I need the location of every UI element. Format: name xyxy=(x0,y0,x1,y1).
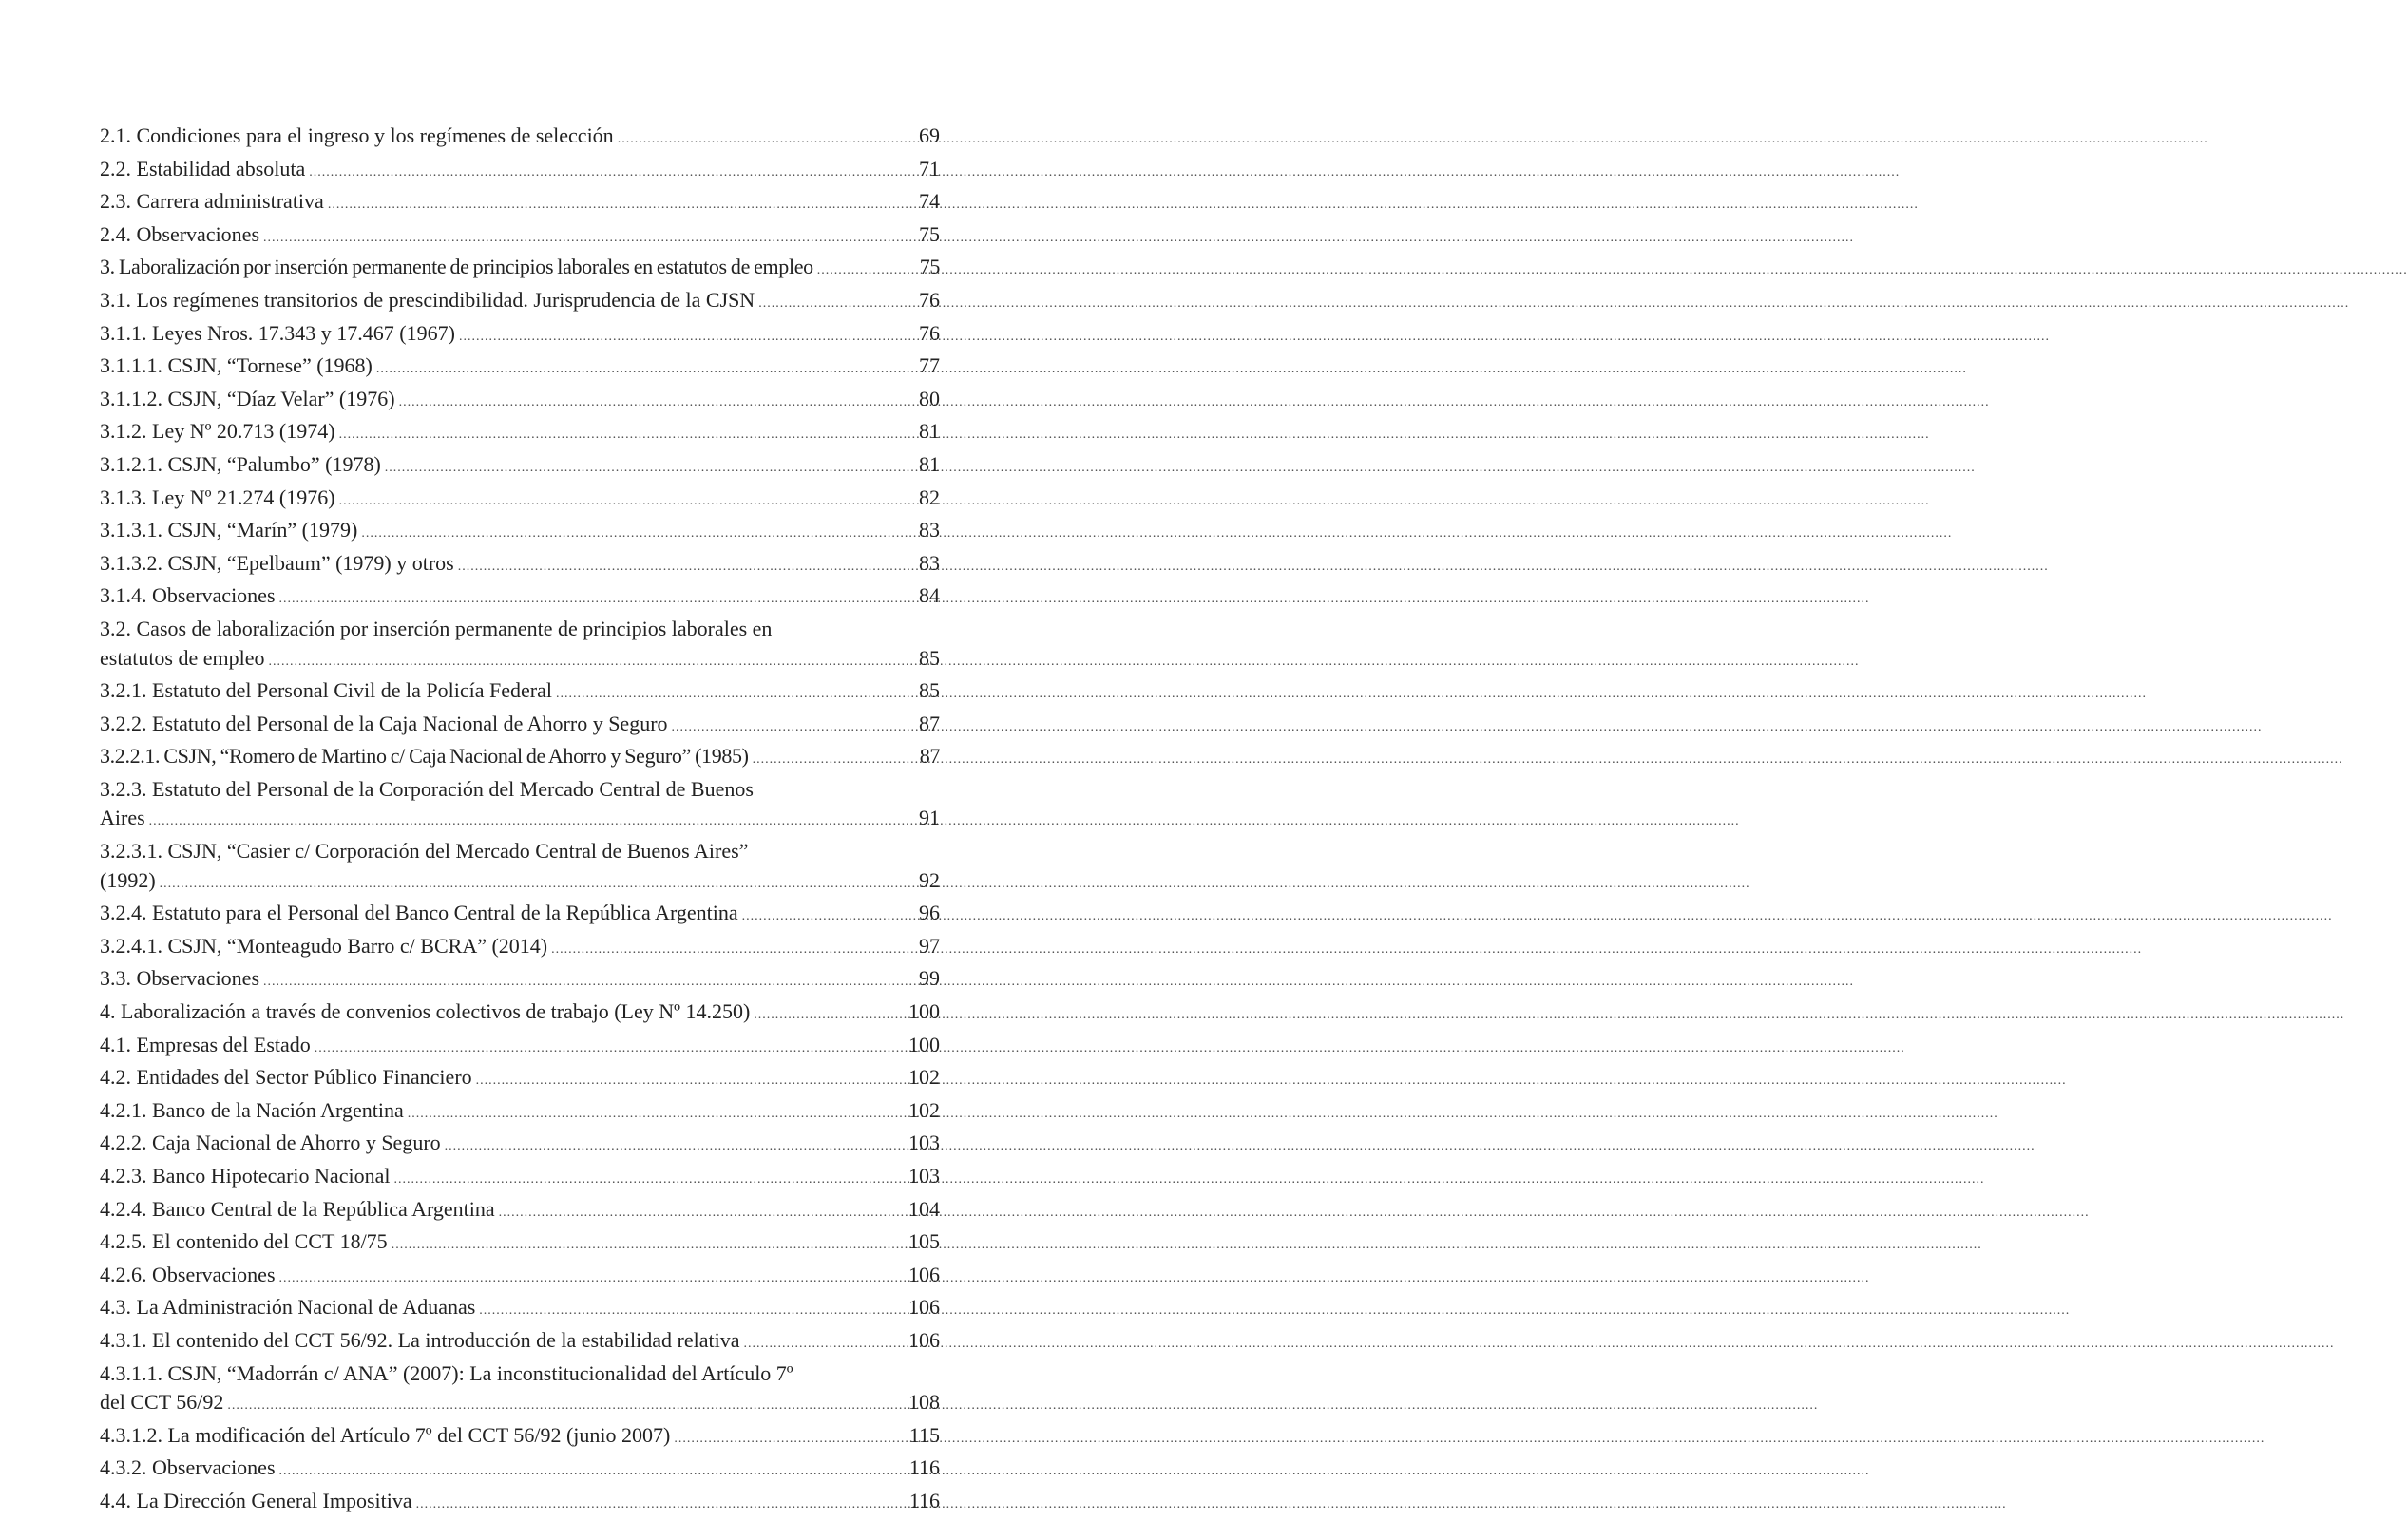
toc-entry-label: 3.1.3.2. CSJN, “Epelbaum” (1979) y otros xyxy=(100,550,454,575)
toc-entry-page: 103 xyxy=(908,1164,940,1188)
toc-entry-label-line1: 3.2.3.1. CSJN, “Casier c/ Corporación del Mercado Central de Buenos Aires” xyxy=(100,839,749,864)
toc-entry[interactable] xyxy=(100,484,940,517)
toc-entry-label-line1: 4.3.1.1. CSJN, “Madorrán c/ ANA” (2007): La inconstitucionalidad del Artículo 7º xyxy=(100,1360,793,1385)
toc-entry-page: 69 xyxy=(919,124,940,147)
toc-entry[interactable] xyxy=(100,1063,940,1096)
toc-entry[interactable] xyxy=(100,286,940,319)
toc-entry-label: 4.3.1. El contenido del CCT 56/92. La introducción de la estabilidad relativa xyxy=(100,1327,740,1352)
toc-entry-label: 3.1.2. Ley Nº 20.713 (1974) xyxy=(100,419,335,444)
toc-entry[interactable] xyxy=(100,710,940,743)
toc-entry[interactable] xyxy=(100,615,940,676)
dot-leader xyxy=(754,1001,905,1031)
toc-entry[interactable] xyxy=(100,1293,940,1326)
toc-entry-label: 4.2.1. Banco de la Nación Argentina xyxy=(100,1097,404,1122)
toc-entry-page: 85 xyxy=(919,678,940,703)
toc-entry-label: 3.2.4.1. CSJN, “Monteagudo Barro c/ BCRA” (2014) xyxy=(100,933,548,958)
toc-entry-label-line1: 3.2.3. Estatuto del Personal de la Corporación del Mercado Central de Buenos xyxy=(100,776,754,801)
toc-entry[interactable] xyxy=(100,676,940,710)
toc-entry[interactable] xyxy=(100,964,940,998)
toc-entry-page: 108 xyxy=(908,1390,940,1415)
toc-entry-label: 4.2.5. El contenido del CCT 18/75 xyxy=(100,1229,388,1254)
toc-entry-page: 71 xyxy=(919,156,940,180)
toc-entry-page: 84 xyxy=(919,583,940,608)
toc-entry[interactable] xyxy=(100,1326,940,1359)
dot-leader xyxy=(445,1132,905,1162)
toc-entry-page: 106 xyxy=(908,1327,940,1352)
dot-leader xyxy=(551,936,915,965)
toc-entry[interactable] xyxy=(100,352,940,385)
toc-entry[interactable] xyxy=(100,220,940,254)
dot-leader xyxy=(618,125,915,155)
dot-leader xyxy=(160,870,915,900)
dot-leader xyxy=(263,224,915,254)
toc-entry[interactable] xyxy=(100,187,940,220)
toc-entry-page: 97 xyxy=(919,933,940,958)
toc-entry[interactable] xyxy=(100,932,940,965)
toc-entry-label: 4. Laboralización a través de convenios colectivos de trabajo (Ley Nº 14.250) xyxy=(100,999,751,1024)
toc-entry-label: 4.2.3. Banco Hipotecario Nacional xyxy=(100,1164,391,1188)
toc-entry-page: 102 xyxy=(908,1097,940,1122)
toc-entry-label: 3.1. Los regímenes transitorios de prescindibilidad. Jurisprudencia de la CJSN xyxy=(100,287,755,312)
toc-entry[interactable] xyxy=(100,122,940,155)
toc-entry[interactable] xyxy=(100,549,940,582)
toc-entry-page: 100 xyxy=(908,1032,940,1056)
toc-entry-label: 4.3. La Administración Nacional de Aduanas xyxy=(100,1295,476,1320)
toc-entry-page: 106 xyxy=(908,1295,940,1320)
dot-leader xyxy=(743,1330,905,1359)
dot-leader xyxy=(458,553,915,582)
toc-entry[interactable] xyxy=(100,1195,940,1228)
toc-entry-page: 75 xyxy=(919,255,940,279)
dot-leader xyxy=(227,1392,905,1421)
toc-entry[interactable] xyxy=(100,417,940,450)
toc-entry[interactable] xyxy=(100,516,940,549)
toc-entry[interactable] xyxy=(100,742,940,775)
toc-entry-label: 4.3.1.2. La modificación del Artículo 7º del CCT 56/92 (junio 2007) xyxy=(100,1422,671,1447)
dot-leader xyxy=(672,713,915,743)
toc-entry[interactable] xyxy=(100,319,940,352)
dot-leader xyxy=(758,290,915,319)
toc-entry-page: 83 xyxy=(919,550,940,575)
toc-entry-label: 3.1.3.1. CSJN, “Marín” (1979) xyxy=(100,518,358,542)
toc-entry-page: 96 xyxy=(919,901,940,925)
dot-leader xyxy=(361,520,915,549)
toc-entry-page: 75 xyxy=(919,221,940,246)
dot-leader xyxy=(309,159,915,188)
toc-entry-page: 102 xyxy=(908,1065,940,1090)
dot-leader xyxy=(279,1264,905,1294)
toc-entry-page: 116 xyxy=(908,1488,940,1512)
dot-leader xyxy=(279,1457,906,1487)
toc-entry[interactable] xyxy=(100,1129,940,1162)
dot-leader xyxy=(399,389,915,418)
toc-entry-label: 3. Laboralización por inserción permanente de principios laborales en estatutos de empleo xyxy=(100,255,813,279)
dot-leader xyxy=(392,1231,905,1261)
toc-entry-page: 76 xyxy=(919,287,940,312)
toc-entry-page: 81 xyxy=(919,451,940,476)
dot-leader xyxy=(263,968,915,998)
toc-entry-page: 105 xyxy=(908,1229,940,1254)
toc-entry-page: 104 xyxy=(908,1196,940,1221)
toc-entry-label-line2: (1992) xyxy=(100,867,156,892)
toc-entry-label: 3.2.2. Estatuto del Personal de la Caja Nacional de Ahorro y Seguro xyxy=(100,711,668,735)
toc-entry-page: 100 xyxy=(908,999,940,1024)
toc-entry[interactable] xyxy=(100,1487,940,1520)
toc-entry-page: 92 xyxy=(919,867,940,892)
toc-entry[interactable] xyxy=(100,1162,940,1195)
dot-leader xyxy=(315,1035,905,1064)
toc-entry-page: 87 xyxy=(919,744,940,769)
toc-entry-label: 4.2.6. Observaciones xyxy=(100,1262,276,1286)
toc-entry-label: 3.1.2.1. CSJN, “Palumbo” (1978) xyxy=(100,451,381,476)
toc-entry-label: 2.4. Observaciones xyxy=(100,221,260,246)
toc-entry-page: 99 xyxy=(919,966,940,991)
toc-entry-page: 115 xyxy=(908,1422,940,1447)
toc-entry-page: 77 xyxy=(919,353,940,378)
toc-entry-label: 4.2. Entidades del Sector Público Financiero xyxy=(100,1065,472,1090)
toc-entry[interactable] xyxy=(100,450,940,484)
toc-entry-label: 4.4. La Dirección General Impositiva xyxy=(100,1488,412,1512)
toc-entry-label: 4.3.2. Observaciones xyxy=(100,1455,276,1480)
toc-entry[interactable] xyxy=(100,998,940,1031)
toc-entry[interactable] xyxy=(100,1096,940,1130)
dot-leader xyxy=(385,454,915,484)
toc-entry-label: 4.2.4. Banco Central de la República Argentina xyxy=(100,1196,495,1221)
toc-entry-label: 2.3. Carrera administrativa xyxy=(100,189,324,214)
toc-entry-label-line2: estatutos de empleo xyxy=(100,645,265,670)
toc-entry[interactable] xyxy=(100,253,940,286)
dot-leader xyxy=(408,1100,905,1130)
toc-entry-label: 3.1.3. Ley Nº 21.274 (1976) xyxy=(100,484,335,509)
dot-leader xyxy=(556,680,915,710)
toc-entry-label: 4.2.2. Caja Nacional de Ahorro y Seguro xyxy=(100,1130,441,1155)
toc-entry-page: 103 xyxy=(908,1130,940,1155)
toc-entry-page: 87 xyxy=(919,711,940,735)
dot-leader xyxy=(817,256,916,286)
toc-entry[interactable] xyxy=(100,837,940,899)
dot-leader xyxy=(476,1067,905,1096)
dot-leader xyxy=(269,648,915,677)
dot-leader xyxy=(459,323,915,352)
toc-entry-page: 76 xyxy=(919,320,940,345)
toc-entry-page: 91 xyxy=(919,806,940,830)
toc-entry-label: 4.1. Empresas del Estado xyxy=(100,1032,311,1056)
toc-entry-label: 3.1.4. Observaciones xyxy=(100,583,276,608)
dot-leader xyxy=(328,191,915,220)
toc-entry-label: 2.2. Estabilidad absoluta xyxy=(100,156,306,180)
toc-entry[interactable] xyxy=(100,155,940,188)
toc-entry-label: 3.3. Observaciones xyxy=(100,966,260,991)
toc-entry[interactable] xyxy=(100,1421,940,1454)
table-of-contents xyxy=(100,122,940,1520)
toc-entry-label: 3.2.4. Estatuto para el Personal del Banco Central de la República Argentina xyxy=(100,901,738,925)
toc-entry-label-line1: 3.2. Casos de laboralización por inserción permanente de principios laborales en xyxy=(100,616,773,640)
dot-leader xyxy=(339,487,915,517)
toc-entry[interactable] xyxy=(100,1031,940,1064)
dot-leader xyxy=(339,421,915,450)
toc-entry[interactable] xyxy=(100,1359,940,1421)
dot-leader xyxy=(499,1199,905,1228)
dot-leader xyxy=(753,746,916,775)
toc-entry[interactable] xyxy=(100,775,940,837)
toc-entry-page: 116 xyxy=(908,1455,940,1480)
dot-leader xyxy=(416,1491,906,1520)
toc-entry-page: 81 xyxy=(919,419,940,444)
dot-leader xyxy=(376,355,915,385)
toc-entry-label: 3.1.1.1. CSJN, “Tornese” (1968) xyxy=(100,353,373,378)
toc-entry-label: 3.1.1. Leyes Nros. 17.343 y 17.467 (1967) xyxy=(100,320,455,345)
toc-entry-label: 3.2.2.1. CSJN, “Romero de Martino c/ Caja Nacional de Ahorro y Seguro” (1985) xyxy=(100,744,749,769)
toc-entry-label-line2: del CCT 56/92 xyxy=(100,1390,224,1415)
dot-leader xyxy=(742,902,915,932)
toc-entry-label-line2: Aires xyxy=(100,806,145,830)
toc-entry-label: 2.1. Condiciones para el ingreso y los regímenes de selección xyxy=(100,124,614,147)
toc-entry-label: 3.1.1.2. CSJN, “Díaz Velar” (1976) xyxy=(100,386,395,410)
toc-entry[interactable] xyxy=(100,899,940,932)
dot-leader xyxy=(479,1297,905,1326)
toc-entry-page: 106 xyxy=(908,1262,940,1286)
dot-leader xyxy=(674,1425,905,1454)
toc-entry[interactable] xyxy=(100,1227,940,1261)
dot-leader xyxy=(393,1166,905,1195)
toc-entry-page: 80 xyxy=(919,386,940,410)
toc-entry-page: 82 xyxy=(919,484,940,509)
toc-entry-label: 3.2.1. Estatuto del Personal Civil de la Policía Federal xyxy=(100,678,552,703)
toc-entry[interactable] xyxy=(100,581,940,615)
toc-entry[interactable] xyxy=(100,1261,940,1294)
toc-entry[interactable] xyxy=(100,385,940,418)
toc-entry-page: 83 xyxy=(919,518,940,542)
toc-entry[interactable] xyxy=(100,1454,940,1487)
dot-leader xyxy=(279,585,915,615)
toc-entry-page: 74 xyxy=(919,189,940,214)
dot-leader xyxy=(149,808,915,837)
toc-entry-page: 85 xyxy=(919,645,940,670)
